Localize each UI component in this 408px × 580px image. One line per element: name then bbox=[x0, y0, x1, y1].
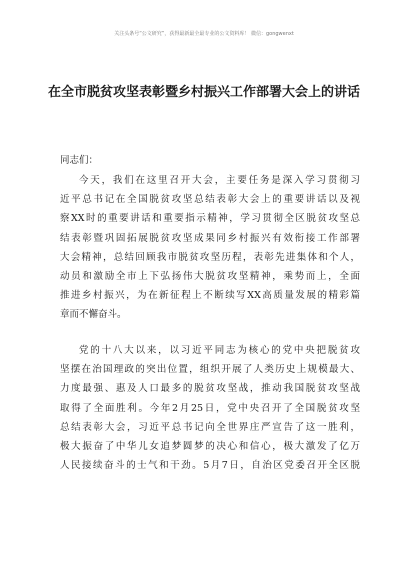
salutation: 同志们： bbox=[60, 155, 99, 166]
paragraph-line: 动员和激励全市上下弘扬伟大脱贫攻坚精神，乘势而上，全面 bbox=[60, 270, 360, 282]
paragraph-line: 人民接续奋斗的士气和干劲。5月7日，自治区党委召开全区脱 bbox=[60, 460, 360, 472]
paragraph-2 bbox=[60, 341, 360, 475]
paragraph-line: 近平总书记在全国脱贫攻坚总结表彰大会上的重要讲话以及视 bbox=[60, 194, 360, 206]
paragraph-line: 力度最强、惠及人口最多的脱贫攻坚战，推动我国脱贫攻坚战 bbox=[60, 383, 360, 395]
paragraph-line: 推进乡村振兴，为在新征程上不断续写XX高质量发展的精彩篇 bbox=[60, 290, 360, 302]
document-title: 在全市脱贫攻坚表彰暨乡村振兴工作部署大会上的讲话 bbox=[47, 85, 360, 100]
paragraph-line: 党的十八大以来，以习近平同志为核心的党中央把脱贫攻 bbox=[79, 345, 360, 356]
paragraph-line: 大会精神，总结回顾我市脱贫攻坚历程，表彰先进集体和个人， bbox=[60, 251, 360, 263]
paragraph-line: 坚摆在治国理政的突出位置，组织开展了人类历史上规模最大、 bbox=[60, 364, 360, 376]
paragraph-line: 极大振奋了中华儿女追梦圆梦的决心和信心，极大激发了亿万 bbox=[60, 440, 360, 452]
paragraph-1 bbox=[60, 171, 360, 325]
header-banner: 关注头条号“公文研究”，获得最新最全最专业的公文资料库！ 微信：gongwenxt bbox=[114, 31, 294, 37]
paragraph-line: 今天，我们在这里召开大会，主要任务是深入学习贯彻习 bbox=[79, 175, 360, 186]
paragraph-line: 结表彰暨巩固拓展脱贫攻坚成果同乡村振兴有效衔接工作部署 bbox=[60, 232, 360, 244]
paragraph-line: 察XX时的重要讲话和重要指示精神，学习贯彻全区脱贫攻坚总 bbox=[60, 213, 360, 225]
paragraph-line: 取得了全面胜利。今年2月25日，党中央召开了全国脱贫攻坚 bbox=[60, 402, 360, 414]
paragraph-line: 总结表彰大会，习近平总书记向全世界庄严宣告了这一胜利， bbox=[60, 421, 360, 433]
paragraph-line: 章而不懈奋斗。 bbox=[60, 309, 127, 321]
